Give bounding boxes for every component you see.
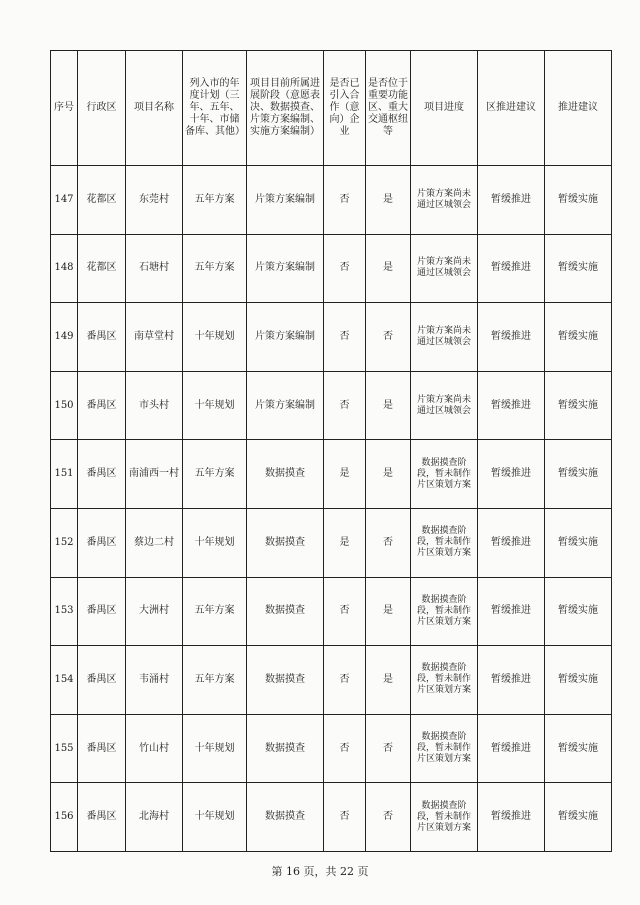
cell-partner: 是 (324, 508, 366, 577)
cell-no: 153 (51, 577, 78, 646)
cell-stage: 数据摸查 (247, 577, 324, 646)
cell-no: 154 (51, 646, 78, 715)
cell-partner: 否 (324, 371, 366, 440)
table-row (51, 303, 612, 372)
cell-key-area: 是 (366, 371, 411, 440)
cell-key-area: 是 (366, 646, 411, 715)
cell-partner: 否 (324, 714, 366, 783)
table-row (51, 166, 612, 235)
cell-stage: 片策方案编制 (247, 303, 324, 372)
cell-no: 155 (51, 714, 78, 783)
header-cell: 是否位于重要功能区、重大交通枢纽等 (366, 51, 411, 166)
cell-district: 番禺区 (78, 440, 126, 509)
header-cell: 序号 (51, 51, 78, 166)
cell-no: 152 (51, 508, 78, 577)
cell-key-area: 是 (366, 166, 411, 235)
cell-stage: 数据摸查 (247, 508, 324, 577)
table-row (51, 440, 612, 509)
header-cell: 项目名称 (126, 51, 183, 166)
cell-partner: 否 (324, 166, 366, 235)
cell-no: 148 (51, 234, 78, 303)
cell-partner: 否 (324, 303, 366, 372)
cell-progress: 片策方案尚未通过区城领会 (411, 371, 478, 440)
cell-district: 番禺区 (78, 303, 126, 372)
cell-key-area: 是 (366, 234, 411, 303)
cell-no: 151 (51, 440, 78, 509)
cell-partner: 否 (324, 577, 366, 646)
cell-advice: 暂缓实施 (545, 166, 612, 235)
cell-key-area: 否 (366, 714, 411, 783)
cell-advice: 暂缓实施 (545, 783, 612, 852)
cell-key-area: 是 (366, 577, 411, 646)
cell-district-advice: 暂缓推进 (478, 508, 545, 577)
cell-stage: 数据摸查 (247, 714, 324, 783)
cell-partner: 否 (324, 234, 366, 303)
cell-advice: 暂缓实施 (545, 440, 612, 509)
cell-advice: 暂缓实施 (545, 714, 612, 783)
cell-advice: 暂缓实施 (545, 303, 612, 372)
table-row (51, 371, 612, 440)
cell-district: 番禺区 (78, 577, 126, 646)
cell-progress: 数据摸查阶段，暂未制作片区策划方案 (411, 783, 478, 852)
cell-no: 149 (51, 303, 78, 372)
cell-project-name: 北海村 (126, 783, 183, 852)
cell-project-name: 市头村 (126, 371, 183, 440)
header-cell: 项目进度 (411, 51, 478, 166)
cell-project-name: 石塘村 (126, 234, 183, 303)
cell-key-area: 否 (366, 783, 411, 852)
cell-district-advice: 暂缓推进 (478, 783, 545, 852)
cell-advice: 暂缓实施 (545, 234, 612, 303)
cell-project-name: 东莞村 (126, 166, 183, 235)
cell-plan: 五年方案 (183, 440, 247, 509)
cell-progress: 数据摸查阶段，暂未制作片区策划方案 (411, 577, 478, 646)
cell-district: 花都区 (78, 234, 126, 303)
table-row (51, 783, 612, 852)
cell-progress: 数据摸查阶段，暂未制作片区策划方案 (411, 440, 478, 509)
cell-district: 番禺区 (78, 508, 126, 577)
header-cell: 列入市的年度计划（三年、五年、十年、市储备库、其他） (183, 51, 247, 166)
cell-partner: 否 (324, 783, 366, 852)
cell-no: 150 (51, 371, 78, 440)
cell-district-advice: 暂缓推进 (478, 440, 545, 509)
cell-project-name: 南草堂村 (126, 303, 183, 372)
cell-stage: 片策方案编制 (247, 166, 324, 235)
cell-plan: 十年规划 (183, 714, 247, 783)
cell-district: 番禺区 (78, 714, 126, 783)
cell-district: 番禺区 (78, 783, 126, 852)
cell-district-advice: 暂缓推进 (478, 577, 545, 646)
table-row (51, 714, 612, 783)
cell-progress: 片策方案尚未通过区城领会 (411, 303, 478, 372)
cell-plan: 十年规划 (183, 371, 247, 440)
cell-plan: 十年规划 (183, 303, 247, 372)
cell-project-name: 竹山村 (126, 714, 183, 783)
cell-progress: 数据摸查阶段，暂未制作片区策划方案 (411, 646, 478, 715)
cell-district: 番禺区 (78, 371, 126, 440)
table-row (51, 234, 612, 303)
header-cell: 推进建议 (545, 51, 612, 166)
cell-district-advice: 暂缓推进 (478, 371, 545, 440)
cell-stage: 数据摸查 (247, 646, 324, 715)
cell-stage: 片策方案编制 (247, 371, 324, 440)
cell-advice: 暂缓实施 (545, 371, 612, 440)
cell-district: 花都区 (78, 166, 126, 235)
cell-no: 156 (51, 783, 78, 852)
cell-stage: 数据摸查 (247, 783, 324, 852)
cell-district-advice: 暂缓推进 (478, 166, 545, 235)
cell-plan: 五年方案 (183, 577, 247, 646)
cell-advice: 暂缓实施 (545, 508, 612, 577)
cell-key-area: 是 (366, 440, 411, 509)
header-cell: 项目目前所属进展阶段（意愿表决、数据摸查、片策方案编制、实施方案编制） (247, 51, 324, 166)
header-cell: 行政区 (78, 51, 126, 166)
page-number: 第 16 页，共 22 页 (271, 865, 369, 878)
cell-project-name: 大洲村 (126, 577, 183, 646)
cell-partner: 是 (324, 440, 366, 509)
header-cell: 区推进建议 (478, 51, 545, 166)
table-row (51, 508, 612, 577)
cell-no: 147 (51, 166, 78, 235)
header-cell: 是否已引入合作（意向）企业 (324, 51, 366, 166)
cell-project-name: 蔡边二村 (126, 508, 183, 577)
cell-district-advice: 暂缓推进 (478, 234, 545, 303)
cell-project-name: 韦涌村 (126, 646, 183, 715)
cell-plan: 十年规划 (183, 508, 247, 577)
table-row (51, 646, 612, 715)
cell-key-area: 否 (366, 508, 411, 577)
project-table (50, 50, 612, 852)
cell-partner: 否 (324, 646, 366, 715)
cell-district-advice: 暂缓推进 (478, 303, 545, 372)
cell-progress: 片策方案尚未通过区城领会 (411, 234, 478, 303)
cell-district: 番禺区 (78, 646, 126, 715)
cell-district-advice: 暂缓推进 (478, 714, 545, 783)
cell-stage: 数据摸查 (247, 440, 324, 509)
cell-progress: 数据摸查阶段，暂未制作片区策划方案 (411, 714, 478, 783)
cell-advice: 暂缓实施 (545, 577, 612, 646)
cell-plan: 十年规划 (183, 783, 247, 852)
cell-stage: 片策方案编制 (247, 234, 324, 303)
cell-progress: 片策方案尚未通过区城领会 (411, 166, 478, 235)
table-header-row (51, 51, 612, 166)
cell-plan: 五年方案 (183, 234, 247, 303)
table-row (51, 577, 612, 646)
cell-advice: 暂缓实施 (545, 646, 612, 715)
cell-plan: 五年方案 (183, 166, 247, 235)
cell-project-name: 南浦西一村 (126, 440, 183, 509)
cell-district-advice: 暂缓推进 (478, 646, 545, 715)
cell-plan: 五年方案 (183, 646, 247, 715)
cell-progress: 数据摸查阶段，暂未制作片区策划方案 (411, 508, 478, 577)
cell-key-area: 否 (366, 303, 411, 372)
